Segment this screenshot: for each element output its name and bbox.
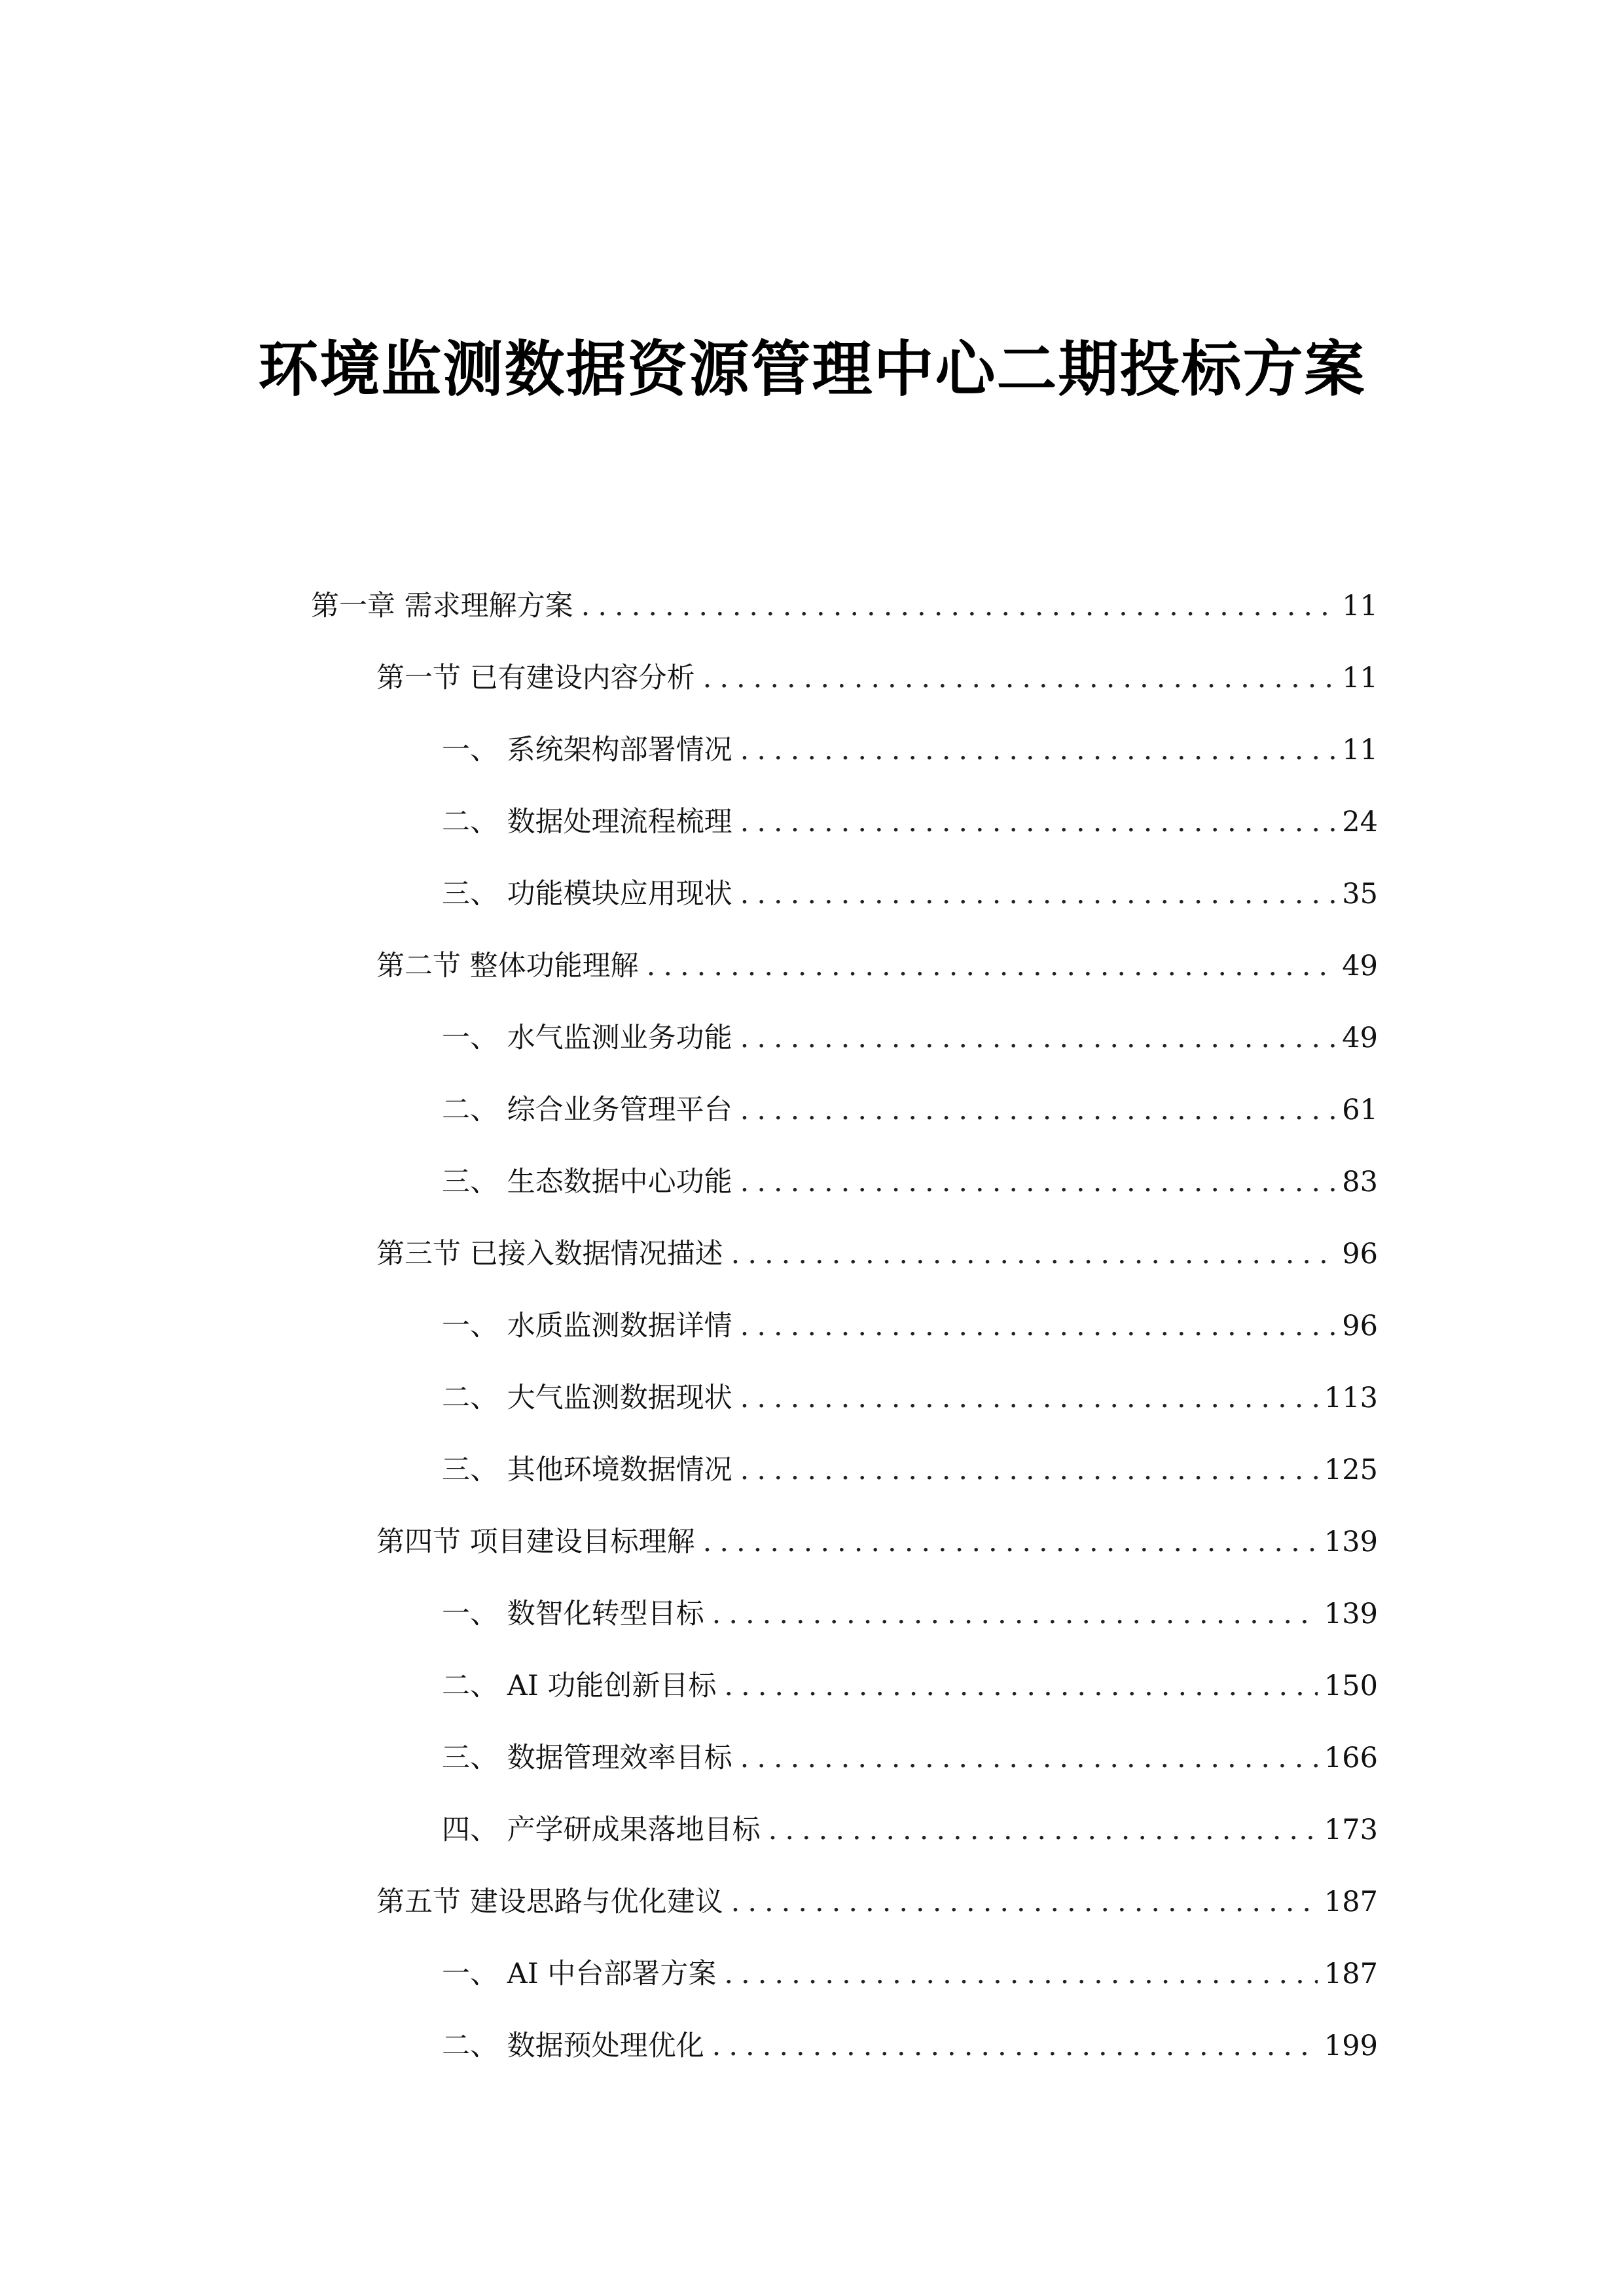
toc-entry-page-number: 83 (1342, 1166, 1378, 1198)
toc-entry-label: 一、 AI 中台部署方案 (442, 1958, 717, 1990)
toc-dot-leader (740, 802, 1336, 842)
toc-dot-leader (740, 1306, 1336, 1346)
toc-entry-page-number: 96 (1342, 1238, 1378, 1270)
toc-entry-page-number: 49 (1342, 950, 1378, 982)
toc-dot-leader (703, 1522, 1318, 1562)
toc-entry-page-number: 187 (1324, 1958, 1378, 1990)
toc-entry[interactable] (442, 802, 1378, 842)
toc-dot-leader (740, 1090, 1336, 1130)
toc-entry-page-number: 150 (1324, 1670, 1378, 1702)
toc-entry-page-number: 187 (1324, 1886, 1378, 1918)
toc-entry-label: 二、 AI 功能创新目标 (442, 1670, 717, 1702)
toc-dot-leader (740, 730, 1336, 770)
toc-dot-leader (740, 1450, 1318, 1490)
toc-entry[interactable] (442, 874, 1378, 914)
toc-entry-label: 一、 系统架构部署情况 (442, 734, 732, 766)
toc-entry-page-number: 24 (1342, 806, 1378, 838)
toc-entry-page-number: 139 (1324, 1598, 1378, 1630)
page-title: 环境监测数据资源管理中心二期投标方案 (258, 334, 1366, 404)
toc-entry-page-number: 49 (1342, 1022, 1378, 1054)
toc-entry-label: 第三节 已接入数据情况描述 (376, 1238, 723, 1270)
toc-dot-leader (731, 1234, 1336, 1274)
toc-dot-leader (740, 1018, 1336, 1058)
toc-entry-label: 三、 生态数据中心功能 (442, 1166, 732, 1198)
toc-entry[interactable] (442, 1666, 1378, 1706)
toc-entry-page-number: 113 (1324, 1382, 1378, 1414)
toc-entry[interactable] (376, 1234, 1378, 1274)
toc-dot-leader (724, 1666, 1318, 1706)
toc-entry-label: 二、 大气监测数据现状 (442, 1382, 732, 1414)
toc-entry-label: 第一章 需求理解方案 (311, 590, 573, 622)
toc-entry-label: 三、 功能模块应用现状 (442, 878, 732, 910)
toc-entry-label: 一、 数智化转型目标 (442, 1598, 704, 1630)
toc-entry-label: 二、 数据预处理优化 (442, 2030, 704, 2062)
toc-entry[interactable] (376, 1522, 1378, 1562)
toc-entry-page-number: 173 (1324, 1814, 1378, 1846)
toc-dot-leader (740, 874, 1336, 914)
toc-entry[interactable] (442, 1738, 1378, 1778)
toc-dot-leader (740, 1378, 1318, 1418)
toc-entry-label: 三、 数据管理效率目标 (442, 1742, 732, 1774)
toc-dot-leader (740, 1162, 1336, 1202)
toc-entry-page-number: 96 (1342, 1310, 1378, 1342)
toc-entry[interactable] (376, 658, 1378, 698)
toc-entry-page-number: 166 (1324, 1742, 1378, 1774)
toc-entry-label: 第五节 建设思路与优化建议 (376, 1886, 723, 1918)
toc-entry-label: 第四节 项目建设目标理解 (376, 1526, 695, 1558)
toc-dot-leader (581, 586, 1336, 626)
toc-entry-page-number: 35 (1342, 878, 1378, 910)
toc-dot-leader (703, 658, 1336, 698)
toc-entry[interactable] (442, 1594, 1378, 1634)
toc-dot-leader (731, 1882, 1318, 1922)
toc-entry[interactable] (311, 586, 1378, 626)
toc-dot-leader (712, 1594, 1318, 1634)
toc-dot-leader (712, 2026, 1318, 2066)
toc-entry[interactable] (442, 1306, 1378, 1346)
toc-entry-page-number: 11 (1342, 662, 1378, 694)
toc-entry-label: 第一节 已有建设内容分析 (376, 662, 695, 694)
toc-entry-label: 第二节 整体功能理解 (376, 950, 639, 982)
toc-dot-leader (647, 946, 1336, 986)
toc-dot-leader (724, 1954, 1318, 1994)
toc-entry-label: 二、 数据处理流程梳理 (442, 806, 732, 838)
toc-entry-page-number: 11 (1342, 734, 1378, 766)
toc-entry-label: 一、 水质监测数据详情 (442, 1310, 732, 1342)
toc-entry[interactable] (442, 1954, 1378, 1994)
toc-entry-page-number: 11 (1342, 590, 1378, 622)
toc-entry[interactable] (442, 1450, 1378, 1490)
toc-entry-label: 四、 产学研成果落地目标 (442, 1814, 761, 1846)
toc-entry[interactable] (442, 730, 1378, 770)
toc-entry-page-number: 61 (1342, 1094, 1378, 1126)
toc-entry-label: 三、 其他环境数据情况 (442, 1454, 732, 1486)
toc-entry[interactable] (442, 1162, 1378, 1202)
toc-entry[interactable] (442, 1090, 1378, 1130)
toc-dot-leader (740, 1738, 1318, 1778)
toc-entry-page-number: 199 (1324, 2030, 1378, 2062)
toc-entry-page-number: 125 (1324, 1454, 1378, 1486)
toc-entry[interactable] (442, 1810, 1378, 1850)
toc-entry[interactable] (376, 946, 1378, 986)
toc-entry[interactable] (442, 1378, 1378, 1418)
toc-entry[interactable] (442, 1018, 1378, 1058)
toc-entry[interactable] (442, 2026, 1378, 2066)
toc-entry-label: 二、 综合业务管理平台 (442, 1094, 732, 1126)
toc-entry-page-number: 139 (1324, 1526, 1378, 1558)
toc-dot-leader (768, 1810, 1318, 1850)
toc-entry-label: 一、 水气监测业务功能 (442, 1022, 732, 1054)
toc-entry[interactable] (376, 1882, 1378, 1922)
